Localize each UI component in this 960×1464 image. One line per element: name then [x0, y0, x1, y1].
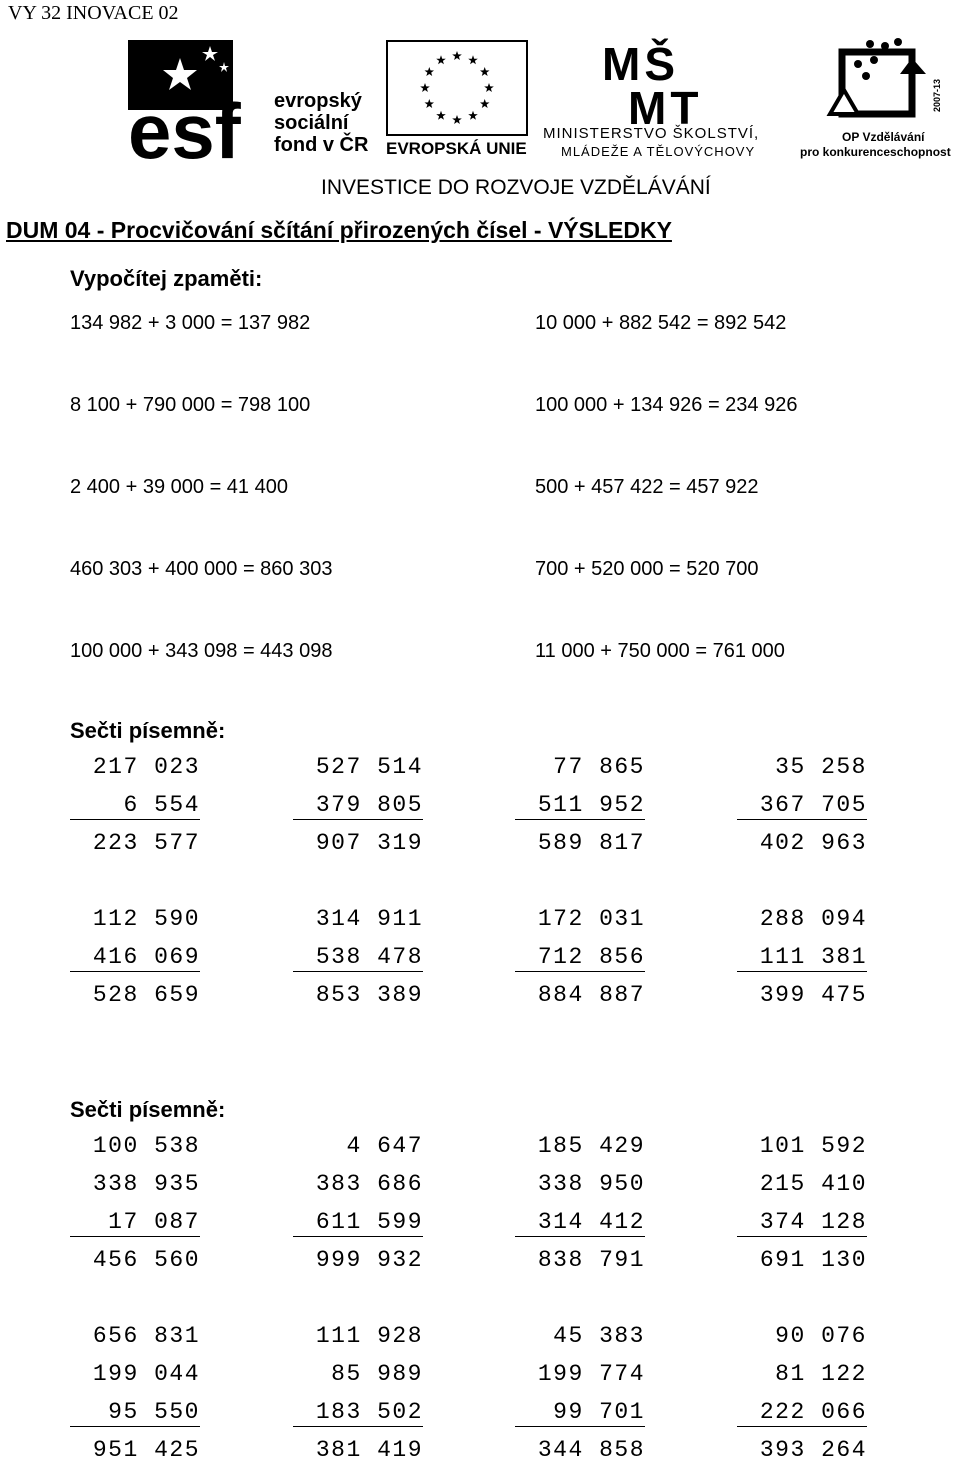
addend: 199 774	[537, 1361, 645, 1387]
addend: 338 950	[537, 1171, 645, 1197]
eu-star	[480, 67, 490, 76]
addend: 538 478	[293, 944, 423, 972]
msmt-logo-icon	[600, 38, 730, 134]
eu-flag-icon	[386, 40, 528, 136]
eu-star	[484, 83, 494, 92]
sum-result: 381 419	[315, 1437, 423, 1463]
addend: 77 865	[553, 754, 645, 780]
mental-math-item: 500 + 457 422 = 457 922	[535, 476, 759, 498]
addend: 101 592	[759, 1133, 867, 1159]
sum-result: 691 130	[759, 1247, 867, 1273]
document-code: VY 32 INOVACE 02	[8, 2, 179, 24]
addend: 81 122	[775, 1361, 867, 1387]
sum-result: 853 389	[315, 982, 423, 1008]
msmt-mark-bottom: MT	[628, 82, 703, 134]
eu-star	[468, 111, 478, 120]
section2-heading: Sečti písemně:	[70, 718, 226, 743]
eu-star	[480, 99, 490, 108]
addend: 183 502	[293, 1399, 423, 1427]
eu-star	[452, 115, 462, 124]
addend: 383 686	[315, 1171, 423, 1197]
addend: 222 066	[737, 1399, 867, 1427]
op-logo-icon	[830, 38, 942, 128]
addend: 217 023	[92, 754, 200, 780]
msmt-line2: MLÁDEŽE A TĚLOVÝCHOVY	[561, 144, 756, 159]
addend: 172 031	[537, 906, 645, 932]
sum-result: 589 817	[537, 830, 645, 856]
mental-math-item: 8 100 + 790 000 = 798 100	[70, 394, 311, 416]
eu-stars-icon	[388, 42, 526, 134]
addend: 288 094	[759, 906, 867, 932]
sum-result: 402 963	[759, 830, 867, 856]
addend: 35 258	[775, 754, 867, 780]
mental-math-item: 10 000 + 882 542 = 892 542	[535, 312, 787, 334]
addend: 185 429	[537, 1133, 645, 1159]
sum-result: 223 577	[92, 830, 200, 856]
addend: 4 647	[346, 1133, 423, 1159]
addend: 199 044	[92, 1361, 200, 1387]
addend: 95 550	[70, 1399, 200, 1427]
eu-label: EVROPSKÁ UNIE	[386, 139, 527, 158]
eu-star	[420, 83, 430, 92]
mental-math-item: 460 303 + 400 000 = 860 303	[70, 558, 333, 580]
addend: 379 805	[293, 792, 423, 820]
addend: 6 554	[70, 792, 200, 820]
addend: 215 410	[759, 1171, 867, 1197]
addend: 111 928	[315, 1323, 423, 1349]
addend: 511 952	[515, 792, 645, 820]
addend: 111 381	[737, 944, 867, 972]
eu-star	[436, 55, 446, 64]
addend: 374 128	[737, 1209, 867, 1237]
sum-result: 399 475	[759, 982, 867, 1008]
addend: 656 831	[92, 1323, 200, 1349]
op-line1: OP Vzdělávání	[842, 130, 925, 144]
addend: 712 856	[515, 944, 645, 972]
sum-result: 838 791	[537, 1247, 645, 1273]
addend: 99 701	[515, 1399, 645, 1427]
sum-result: 951 425	[92, 1437, 200, 1463]
op-years: 2007-13	[932, 78, 942, 112]
addend: 90 076	[775, 1323, 867, 1349]
addend: 85 989	[331, 1361, 423, 1387]
esf-line: sociální	[274, 112, 349, 134]
mental-math-item: 134 982 + 3 000 = 137 982	[70, 312, 311, 334]
mental-math-item: 700 + 520 000 = 520 700	[535, 558, 759, 580]
sum-result: 456 560	[92, 1247, 200, 1273]
addend: 45 383	[553, 1323, 645, 1349]
op-line2: pro konkurenceschopnost	[800, 145, 951, 159]
eu-star	[452, 51, 462, 60]
addend: 527 514	[315, 754, 423, 780]
eu-star	[425, 99, 435, 108]
eu-star	[468, 55, 478, 64]
addend: 416 069	[70, 944, 200, 972]
sum-result: 393 264	[759, 1437, 867, 1463]
esf-text	[274, 90, 368, 156]
addend: 314 911	[315, 906, 423, 932]
sum-result: 999 932	[315, 1247, 423, 1273]
esf-mark-text: esf	[128, 87, 241, 175]
section3-heading: Sečti písemně:	[70, 1097, 226, 1122]
mental-math-item: 2 400 + 39 000 = 41 400	[70, 476, 288, 498]
addend: 112 590	[92, 906, 200, 932]
sum-result: 907 319	[315, 830, 423, 856]
mental-math-item: 100 000 + 343 098 = 443 098	[70, 640, 333, 662]
sum-result: 528 659	[92, 982, 200, 1008]
esf-line: evropský	[274, 90, 362, 112]
mental-math-item: 100 000 + 134 926 = 234 926	[535, 394, 798, 416]
page-title: DUM 04 - Procvičování sčítání přirozených čísel - VÝSLEDKY	[6, 217, 672, 243]
msmt-mark-top: MŠ	[602, 38, 679, 90]
addend: 338 935	[92, 1171, 200, 1197]
esf-line: fond v ČR	[274, 134, 369, 156]
addend: 100 538	[92, 1133, 200, 1159]
addend: 17 087	[70, 1209, 200, 1237]
msmt-line1: MINISTERSTVO ŠKOLSTVÍ,	[543, 125, 760, 142]
sum-result: 884 887	[537, 982, 645, 1008]
mental-math-item: 11 000 + 750 000 = 761 000	[535, 640, 785, 662]
sum-result: 344 858	[537, 1437, 645, 1463]
section1-heading: Vypočítej zpaměti:	[70, 266, 263, 291]
investice-banner: INVESTICE DO ROZVOJE VZDĚLÁVÁNÍ	[321, 176, 711, 199]
addend: 611 599	[293, 1209, 423, 1237]
addend: 314 412	[515, 1209, 645, 1237]
eu-star	[436, 111, 446, 120]
eu-star	[425, 67, 435, 76]
addend: 367 705	[737, 792, 867, 820]
